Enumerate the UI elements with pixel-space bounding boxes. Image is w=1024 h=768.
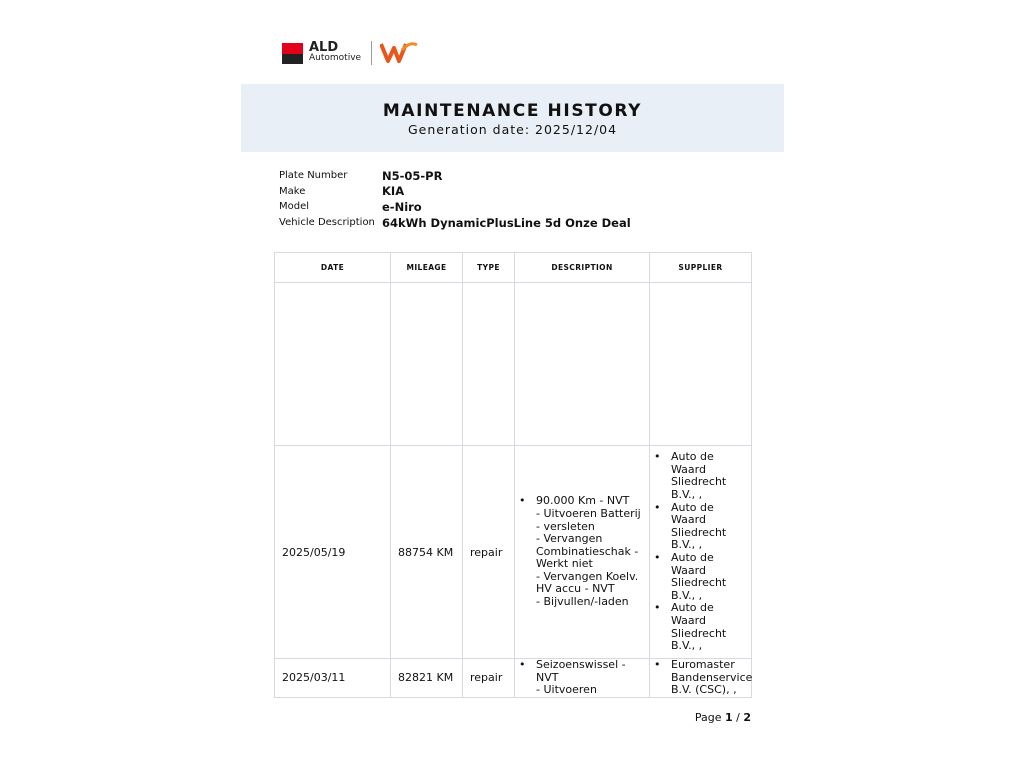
supplier-item: • Euromaster Bandenservice B.V. (CSC), , [650,659,751,697]
info-label: Make [279,185,306,197]
col-date: DATE [275,253,391,283]
col-description: DESCRIPTION [515,253,650,283]
logo-sub: Automotive [309,53,362,63]
cell-type: repair [463,446,515,659]
supplier-item: • Auto de Waard Sliedrecht B.V., , [650,451,751,501]
page-title: MAINTENANCE HISTORY [382,101,643,121]
cell-description [515,659,650,698]
description-item: • Seizoenswissel - NVT - Uitvoeren [515,659,649,697]
cell-mileage: 82821 KM [391,659,463,698]
table-row [275,659,752,698]
ald-logo-mark [282,43,303,64]
cell-date: 2025/05/19 [275,446,391,659]
info-row-model [279,199,631,215]
cell-date: 2025/03/11 [275,659,391,698]
info-row-make [279,184,631,200]
description-item: • 90.000 Km - NVT - Uitvoeren Batterij - versleten - Vervangen Combinatieschak - Werkt niet - Vervangen Koelv. HV accu - NVT - Bijvullen/-laden [515,495,649,608]
vehicle-info [279,168,631,230]
cell-supplier [650,659,752,698]
info-value: KIA [382,184,405,199]
col-supplier: SUPPLIER [650,253,752,283]
supplier-item: • Auto de Waard Sliedrecht B.V., , [650,502,751,552]
ald-automotive-logo [282,40,418,66]
table-row [275,446,752,659]
supplier-item: • Auto de Waard Sliedrecht B.V., , [650,552,751,602]
generation-date: Generation date: 2025/12/04 [407,122,618,137]
page-total: 2 [743,711,751,724]
cell-description [515,446,650,659]
maintenance-table [274,252,752,698]
w-logo-icon [380,41,418,65]
logo-separator [371,41,372,65]
info-label: Vehicle Description [279,217,375,229]
title-banner [241,84,784,152]
table-header-row [275,253,752,283]
page-label: Page [694,711,722,724]
info-value: 64kWh DynamicPlusLine 5d Onze Deal [382,215,631,230]
table-row-blank [275,283,752,446]
col-mileage: MILEAGE [391,253,463,283]
logo-brand: ALD [309,40,339,55]
page-separator: / [736,711,740,724]
info-value: e-Niro [382,199,422,214]
cell-mileage: 88754 KM [391,446,463,659]
page-indicator [695,711,751,724]
info-row-plate [279,168,631,184]
supplier-item: • Auto de Waard Sliedrecht B.V., , [650,602,751,652]
info-label: Model [279,201,310,213]
info-row-description [279,215,631,231]
col-type: TYPE [463,253,515,283]
cell-type: repair [463,659,515,698]
info-value: N5-05-PR [382,168,443,183]
info-label: Plate Number [279,170,348,182]
cell-supplier [650,446,752,659]
page-current: 1 [724,711,733,724]
